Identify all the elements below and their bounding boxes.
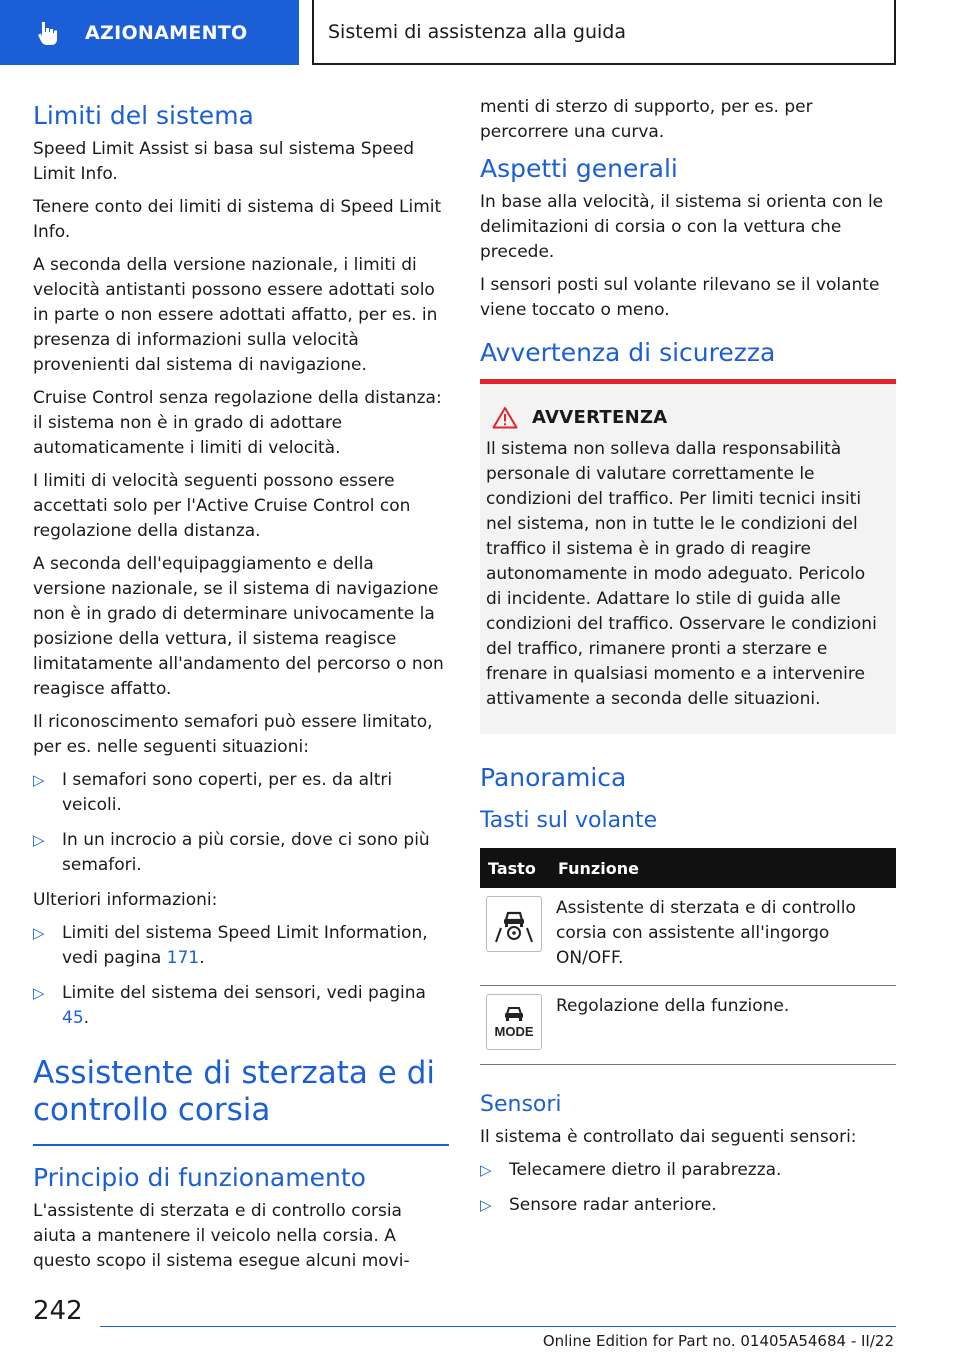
section-title: AZIONAMENTO xyxy=(85,21,248,44)
heading-general: Aspetti generali xyxy=(480,154,678,183)
chapter-title: Sistemi di assistenza alla guida xyxy=(328,20,627,43)
list-item: ▷ In un incrocio a più corsie, dove ci sono più semafori. xyxy=(33,830,430,876)
buttons-table xyxy=(480,848,896,1065)
chapter-heading: Assistente di sterzata e di controllo corsia xyxy=(33,1055,449,1145)
triangle-bullet-icon: ▷ xyxy=(33,924,45,943)
header-section-tab xyxy=(0,0,299,65)
list-item: ▷ Telecamere dietro il parabrezza. xyxy=(480,1158,896,1183)
warning-header xyxy=(486,406,886,429)
bullet-list xyxy=(33,921,449,1031)
column-header-button: Tasto xyxy=(480,848,550,888)
triangle-bullet-icon: ▷ xyxy=(33,831,45,850)
heading-safety: Avvertenza di sicurezza xyxy=(480,338,776,368)
function-cell: Regolazione della funzione. xyxy=(550,986,896,1065)
hand-pointer-icon xyxy=(33,18,63,48)
lane-assist-icon xyxy=(491,902,537,946)
bullet-list xyxy=(480,1158,896,1218)
triangle-bullet-icon: ▷ xyxy=(480,1160,492,1179)
function-cell: Assistente di sterzata e di controllo corsia con assistente all'ingorgo ON/OFF. xyxy=(550,888,896,986)
warning-triangle-icon xyxy=(492,406,518,429)
paragraph: L'assistente di sterzata e di controllo corsia aiuta a mantenere il veicolo nella corsia. A questo scopo il sistema esegue alcuni movi- xyxy=(33,1200,410,1271)
warning-title: AVVERTENZA xyxy=(532,406,668,428)
paragraph: Il sistema è controllato dai seguenti sensori: xyxy=(480,1126,857,1147)
heading-system-limits: Limiti del sistema xyxy=(33,101,254,130)
paragraph: menti di sterzo di supporto, per es. per percorrere una curva. xyxy=(480,97,813,142)
paragraph: A seconda della versione nazionale, i limiti di velocità antistanti possono essere adottati solo in parte o non essere adottati affatto, per es. in presenza di informazioni sulla velocità provenienti dal sistema di navigazione. xyxy=(33,255,438,376)
list-item: ▷ Limite del sistema dei sensori, vedi pagina 45. xyxy=(33,983,426,1029)
heading-principle: Principio di funzionamento xyxy=(33,1162,366,1192)
list-item: ▷ Limiti del sistema Speed Limit Information, vedi pagina 171. xyxy=(33,923,428,969)
bullet-list xyxy=(33,768,449,878)
mode-icon xyxy=(488,1000,540,1044)
warning-text: Il sistema non solleva dalla responsabilità personale di valutare correttamente le condizioni del traffico. Per limiti tecnici insiti nel sistema, non in tutte le le condizioni del traffico il sistema è in grado di reagire autonomamente in modo adeguato. Pericolo di incidente. Adattare lo stile di guida alle condizioni del traffico. Osservare le condizioni del traffico, rimanere pronti a sterzare e frenare in qualsiasi momento e a intervenire attivamente a seconda delle situazioni. xyxy=(486,438,877,709)
column-header-function: Funzione xyxy=(550,848,896,888)
list-item: ▷ Sensore radar anteriore. xyxy=(480,1193,896,1218)
paragraph: Ulteriori informazioni: xyxy=(33,890,218,911)
list-item: ▷ I semafori sono coperti, per es. da altri veicoli. xyxy=(33,770,393,816)
heading-overview: Panoramica xyxy=(480,762,627,792)
table-row xyxy=(480,986,896,1065)
edition-note: Online Edition for Part no. 01405A54684 - II/22 xyxy=(542,1332,894,1350)
footer-divider xyxy=(100,1326,896,1327)
lane-assist-button xyxy=(486,896,542,952)
paragraph: In base alla velocità, il sistema si orienta con le delimitazioni di corsia o con la vettura che precede. xyxy=(480,192,884,263)
page-link[interactable]: 171 xyxy=(166,948,200,969)
triangle-bullet-icon: ▷ xyxy=(33,771,45,790)
paragraph: Cruise Control senza regolazione della distanza: il sistema non è in grado di adottare automaticamente i limiti di velocità. xyxy=(33,388,442,459)
table-header-row xyxy=(480,848,896,888)
page-link[interactable]: 45 xyxy=(62,1008,84,1029)
heading-wheel-buttons: Tasti sul volante xyxy=(480,807,658,833)
right-column xyxy=(480,95,896,1228)
left-column xyxy=(33,95,449,1282)
header-chapter-box xyxy=(312,0,896,65)
paragraph: A seconda dell'equipaggiamento e della versione nazionale, se il sistema di navigazione non è in grado di determinare univocamente la posizione della vettura, il sistema reagisce limitatamente all'andamento del percorso o non reagisce affatto. xyxy=(33,554,444,700)
paragraph: Il riconoscimento semafori può essere limitato, per es. nelle seguenti situazioni: xyxy=(33,712,433,758)
mode-button xyxy=(486,994,542,1050)
svg-text:MODE: MODE xyxy=(494,1024,534,1040)
paragraph: I sensori posti sul volante rilevano se il volante viene toccato o meno. xyxy=(480,275,880,321)
page-number: 242 xyxy=(33,1296,83,1326)
paragraph: Speed Limit Assist si basa sul sistema Speed Limit Info. xyxy=(33,139,415,185)
triangle-bullet-icon: ▷ xyxy=(33,984,45,1003)
triangle-bullet-icon: ▷ xyxy=(480,1195,492,1214)
warning-box xyxy=(480,379,896,734)
paragraph: Tenere conto dei limiti di sistema di Speed Limit Info. xyxy=(33,197,442,243)
heading-sensors: Sensori xyxy=(480,1092,562,1118)
table-row xyxy=(480,888,896,986)
paragraph: I limiti di velocità seguenti possono essere accettati solo per l'Active Cruise Control con regolazione della distanza. xyxy=(33,471,411,542)
